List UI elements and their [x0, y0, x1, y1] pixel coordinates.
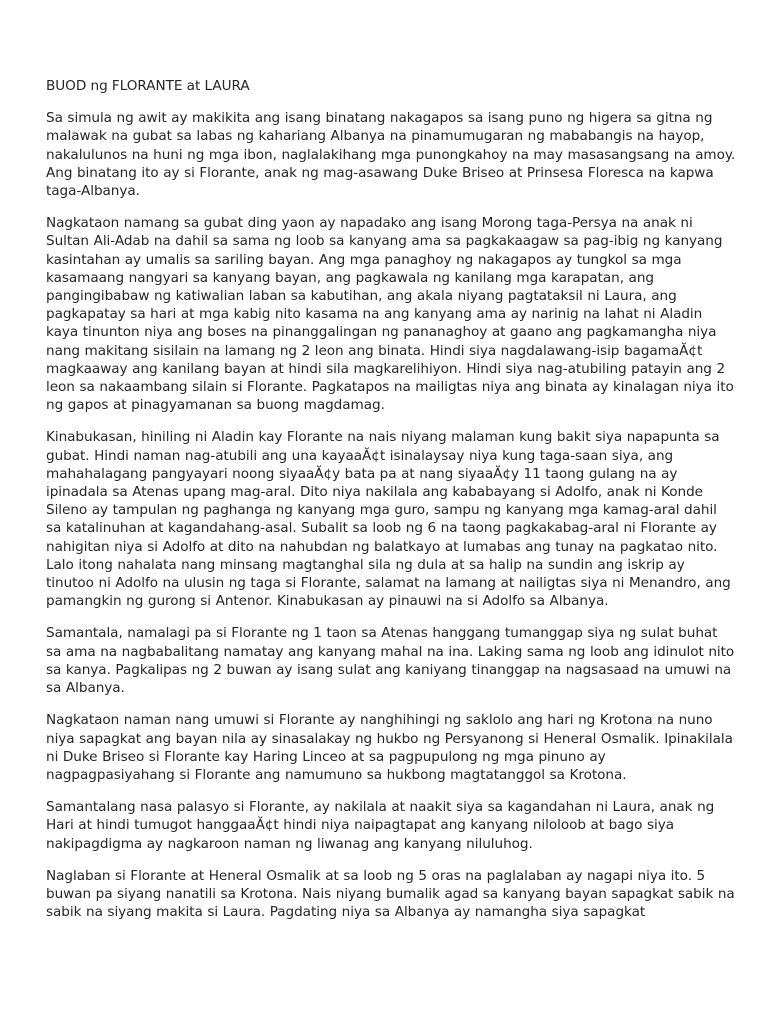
document-title: BUOD ng FLORANTE at LAURA [46, 78, 250, 94]
paragraph-3: Kinabukasan, hiniling ni Aladin kay Florante na nais niyang malaman kung bakit siya napapunta sa gubat. Hindi naman nag-atubili ang una kayaaĂ¢t isinalaysay niya kung taga-saan siya, ang mahahalagang pangyayari noong siyaaĂ¢y bata pa at nang siyaaĂ¢y 11 taong gulang na ay ipinadala sa Atenas upang mag-aral. Dito niya nakilala ang kababayang si Adolfo, anak ni Konde Sileno ay tampulan ng paghanga ng kanyang mga guro, sampu ng kanyang mga kamag-aral dahil sa katalinuhan at kagandahang-asal. Subalit sa loob ng 6 na taong pagkakabag-aral ni Florante ay nahigitan niya si Adolfo at dito na nahubdan ng balatkayo at lumabas ang tunay na pagkatao nito. Lalo itong nahalata nang minsang magtanghal sila ng dula at sa halip na sundin ang iskrip ay tinutoo ni Adolfo na ulusin ng taga si Florante, salamat na lamang at nailigtas siya ni Menandro, ang pamangkin ng gurong si Antenor. Kinabukasan ay pinauwi na si Adolfo sa Albanya. [46, 429, 731, 610]
paragraph-6: Samantalang nasa palasyo si Florante, ay nakilala at naakit siya sa kagandahan ni Laura, anak ng Hari at hindi tumugot hanggaaĂ¢t hindi niya naipagtapat ang kanyang niloloob at bago siya nakipagdigma ay nagkaroon naman ng liwanag ang kanyang niluluhog. [46, 799, 715, 852]
paragraph-2: Nagkataon namang sa gubat ding yaon ay napadako ang isang Morong taga-Persya na anak ni Sultan Ali-Adab na dahil sa sama ng loob sa kanyang ama sa pagkakaagaw sa pag-ibig ng kanyang kasintahan ay umalis sa sariling bayan. Ang mga panaghoy ng nakagapos ay tungkol sa mga kasamaang nangyari sa kanyang bayan, ang pagkawala ng kanilang mga karapatan, ang pangingibabaw ng katiwalian laban sa kabutihan, ang akala niyang pagtataksil ni Laura, ang pagkapatay sa hari at mga kabig nito kasama na ang kanyang ama ay narinig na lahat ni Aladin kaya tinunton niya ang boses na pinanggalingan ng pananaghoy at gaano ang pagkamangha niya nang makitang sisilain na lamang ng 2 leon ang binata. Hindi siya nagdalawang-isip bagamaĂ¢t magkaaway ang kanilang bayan at hindi sila magkarelihiyon. Hindi siya nag-atubiling patayin ang 2 leon sa nakaambang silain si Florante. Pagkatapos na mailigtas niya ang binata ay kinalagan niya ito ng gapos at pinagyamanan sa buong magdamag. [46, 215, 734, 414]
paragraph-1: Sa simula ng awit ay makikita ang isang binatang nakagapos sa isang puno ng higera sa gitna ng malawak na gubat sa labas ng kahariang Albanya na pinamumugaran ng mababangis na hayop, nakalulunos na huni ng mga ibon, naglalakihang mga punongkahoy na may masasangsang na amoy. Ang binatang ito ay si Florante, anak ng mag-asawang Duke Briseo at Prinsesa Floresca na kapwa taga-Albanya. [46, 110, 736, 200]
paragraph-7: Naglaban si Florante at Heneral Osmalik at sa loob ng 5 oras na paglalaban ay nagapi niya ito. 5 buwan pa siyang nanatili sa Krotona. Nais niyang bumalik agad sa kanyang bayan sapagkat sabik na sabik na siyang makita si Laura. Pagdating niya sa Albanya ay namangha siya sapagkat [46, 867, 735, 921]
paragraph-4: Samantala, namalagi pa si Florante ng 1 taon sa Atenas hanggang tumanggap siya ng sulat buhat sa ama na nagbabalitang namatay ang kanyang mahal na ina. Laking sama ng loob ang idinulot nito sa kanya. Pagkalipas ng 2 buwan ay isang sulat ang kaniyang tinanggap na nagsasaad na umuwi na sa Albanya. [46, 625, 735, 697]
document-body [46, 77, 736, 935]
paragraph-5: Nagkataon naman nang umuwi si Florante ay nanghihingi ng saklolo ang hari ng Krotona na nuno niya sapagkat ang bayan nila ay sinasalakay ng hukbo ng Persyanong si Heneral Osmalik. Ipinakilala ni Duke Briseo si Florante kay Haring Linceo at sa pagpupulong ng mga pinuno ay nagpagpasiyahang si Florante ang namumuno sa hukbong magtatanggol sa Krotona. [46, 712, 733, 783]
